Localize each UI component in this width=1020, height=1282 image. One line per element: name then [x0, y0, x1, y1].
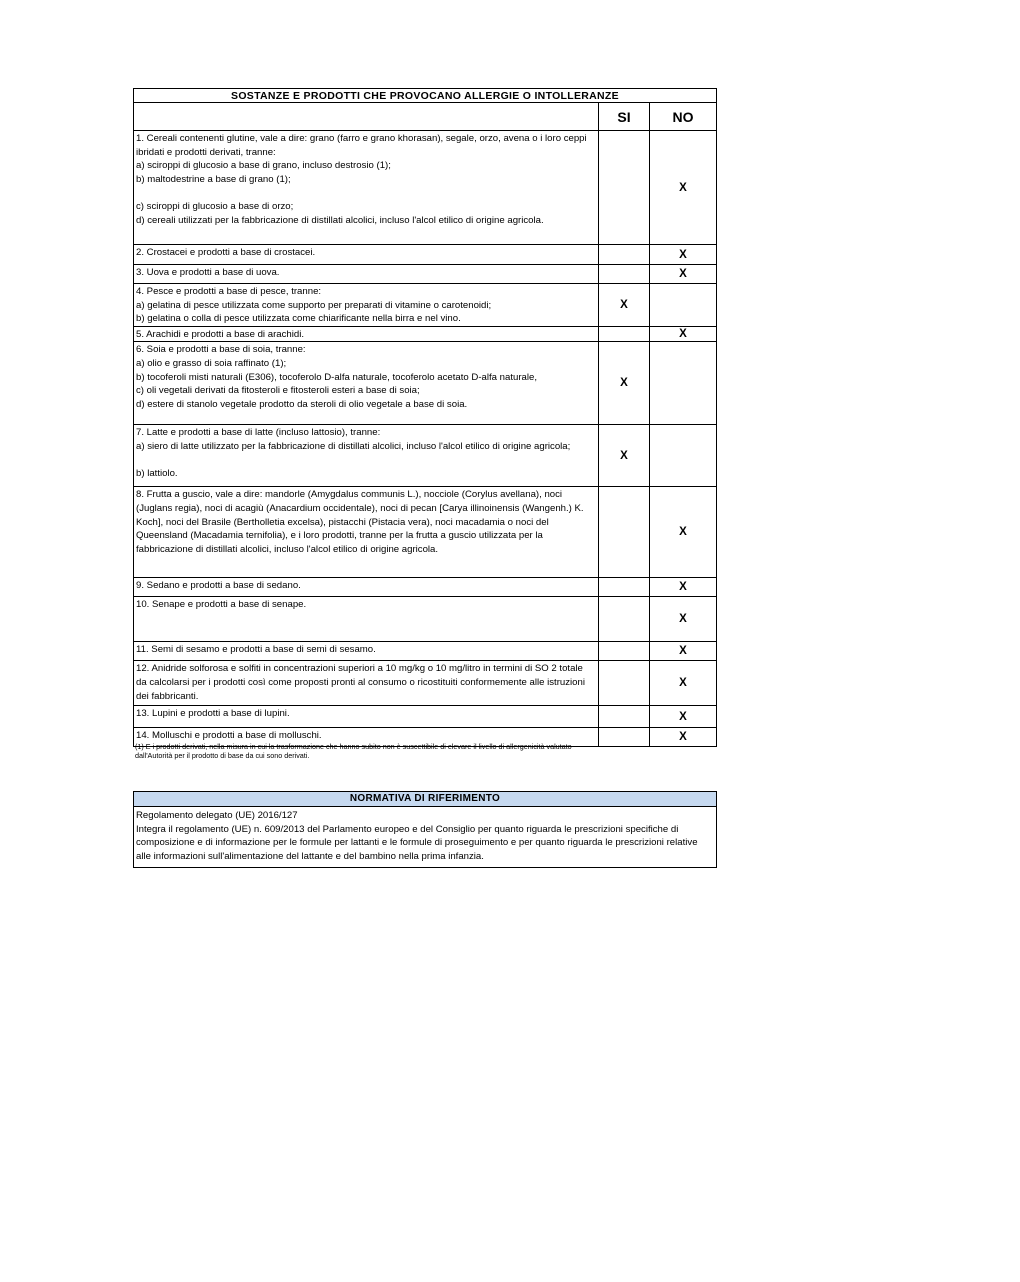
table-row [134, 661, 717, 706]
si-cell [599, 326, 650, 342]
no-cell: X [650, 642, 717, 661]
description-line: b) maltodestrine a base di grano (1); [136, 173, 291, 185]
no-cell [650, 284, 717, 327]
table-row [134, 597, 717, 642]
reference-header: NORMATIVA DI RIFERIMENTO [134, 792, 716, 807]
allergen-description [134, 642, 599, 661]
description-line: 9. Sedano e prodotti a base di sedano. [136, 580, 301, 592]
no-cell: X [650, 597, 717, 642]
no-cell: X [650, 265, 717, 284]
regulation-description: Integra il regolamento (UE) n. 609/2013 del Parlamento europeo e del Consiglio per quanto riguarda le prescrizioni specifiche di composizione e di informazione per le formule per lattanti e le formule di proseguimento e per quanto riguarda le prescrizioni relative alle informazioni sull'alimentazione del lattante e del bambino nella prima infanzia. [136, 823, 698, 862]
no-cell: X [650, 487, 717, 578]
description-line: 7. Latte e prodotti a base di latte (incluso lattosio), tranne: [136, 427, 381, 439]
allergen-description [134, 661, 599, 706]
si-cell [599, 661, 650, 706]
no-cell: X [650, 578, 717, 597]
regulation-title: Regolamento delegato (UE) 2016/127 [136, 810, 298, 821]
blank-line [136, 186, 596, 200]
allergen-description [134, 326, 599, 342]
allergen-description [134, 425, 599, 487]
description-line: c) sciroppi di glucosio a base di orzo; [136, 200, 294, 212]
allergen-rows [134, 131, 717, 747]
description-line: a) siero di latte utilizzato per la fabbricazione di distillati alcolici, incluso l'alcol etilico di origine agricola; [136, 440, 571, 452]
si-cell [599, 578, 650, 597]
table-row [134, 578, 717, 597]
footnote: (1) E i prodotti derivati, nella misura in cui la trasformazione che hanno subito non è suscettibile di elevare il livello di allergenicità valutato dall'Autorità per il prodotto di base da cui sono derivati. [135, 742, 572, 760]
si-cell [599, 597, 650, 642]
allergen-description [134, 342, 599, 425]
si-cell [599, 642, 650, 661]
table-row [134, 265, 717, 284]
blank-line [136, 454, 596, 468]
description-line: 3. Uova e prodotti a base di uova. [136, 267, 280, 278]
description-line: a) gelatina di pesce utilizzata come supporto per preparati di vitamine o carotenoidi; [136, 299, 492, 311]
si-cell [599, 706, 650, 728]
description-line: b) tocoferoli misti naturali (E306), tocoferolo D-alfa naturale, tocoferolo acetato D-alfa naturale, [136, 371, 538, 383]
si-cell [599, 265, 650, 284]
allergen-description [134, 487, 599, 578]
description-line: 8. Frutta a guscio, vale a dire: mandorle (Amygdalus communis L.), nocciole (Corylus avellana), noci (Juglans regia), noci di acagiù (Anacardium occidentale), noci di pecan [Carya illinoinensis (Wangenh.) K. Koch], noci del Brasile (Bertholletia excelsa), pistacchi (Pistacia vera), noci macadamia o noci del Queensland (Macadamia ternifolia), e i loro prodotti, tranne per la frutta a guscio utilizzata per la fabbricazione di distillati alcolici, incluso l'alcol etilico di origine agricola. [136, 489, 584, 555]
header-spacer [134, 103, 599, 131]
no-cell [650, 342, 717, 425]
table-row [134, 706, 717, 728]
no-cell [650, 425, 717, 487]
si-cell [599, 245, 650, 265]
description-line: a) sciroppi di glucosio a base di grano, incluso destrosio (1); [136, 160, 391, 172]
description-line: c) oli vegetali derivati da fitosteroli e fitosteroli esteri a base di soia; [136, 385, 420, 397]
allergen-description [134, 265, 599, 284]
no-cell: X [650, 131, 717, 245]
description-line: 12. Anidride solforosa e solfiti in concentrazioni superiori a 10 mg/kg o 10 mg/litro in termini di SO 2 totale da calcolarsi per i prodotti così come proposti pronti al consumo o ricostituiti conformemente alle istruzioni dei fabbricanti. [136, 663, 585, 702]
description-line: 4. Pesce e prodotti a base di pesce, tranne: [136, 286, 322, 297]
allergen-description [134, 578, 599, 597]
description-line: d) cereali utilizzati per la fabbricazione di distillati alcolici, incluso l'alcol etilico di origine agricola. [136, 214, 544, 226]
description-line: 1. Cereali contenenti glutine, vale a dire: grano (farro e grano khorasan), segale, orzo, avena o i loro ceppi ibridati e prodotti derivati, tranne: [136, 133, 587, 158]
si-cell: X [599, 342, 650, 425]
allergen-description [134, 706, 599, 728]
description-line: b) gelatina o colla di pesce utilizzata come chiarificante nella birra e nel vino. [136, 313, 461, 325]
allergen-description [134, 131, 599, 245]
si-cell: X [599, 425, 650, 487]
table-row [134, 425, 717, 487]
no-cell: X [650, 728, 717, 747]
description-line: 14. Molluschi e prodotti a base di molluschi. [136, 730, 322, 742]
description-line: d) estere di stanolo vegetale prodotto da steroli di olio vegetale a base di soia. [136, 398, 468, 410]
table-title: SOSTANZE E PRODOTTI CHE PROVOCANO ALLERGIE O INTOLLERANZE [134, 89, 717, 103]
allergen-description [134, 597, 599, 642]
table-row [134, 487, 717, 578]
no-cell: X [650, 706, 717, 728]
table-row [134, 245, 717, 265]
allergen-table [133, 88, 717, 747]
description-line: 13. Lupini e prodotti a base di lupini. [136, 708, 290, 720]
description-line: 6. Soia e prodotti a base di soia, tranne: [136, 344, 306, 356]
reference-body [134, 807, 716, 867]
table-row [134, 326, 717, 342]
no-cell: X [650, 661, 717, 706]
si-cell [599, 487, 650, 578]
si-cell [599, 131, 650, 245]
reference-box [133, 791, 717, 868]
allergen-description [134, 245, 599, 265]
description-line: 11. Semi di sesamo e prodotti a base di semi di sesamo. [136, 644, 376, 656]
table-row [134, 284, 717, 327]
table-row [134, 342, 717, 425]
si-cell [599, 728, 650, 747]
table-row [134, 131, 717, 245]
column-header-si: SI [599, 103, 650, 131]
no-cell: X [650, 245, 717, 265]
allergen-description [134, 284, 599, 327]
column-header-no: NO [650, 103, 717, 131]
description-line: b) lattiolo. [136, 468, 178, 480]
description-line: 10. Senape e prodotti a base di senape. [136, 599, 307, 611]
description-line: 5. Arachidi e prodotti a base di arachidi. [136, 328, 304, 340]
table-row [134, 642, 717, 661]
si-cell: X [599, 284, 650, 327]
no-cell: X [650, 326, 717, 342]
description-line: 2. Crostacei e prodotti a base di crostacei. [136, 247, 316, 258]
description-line: a) olio e grasso di soia raffinato (1); [136, 357, 287, 369]
